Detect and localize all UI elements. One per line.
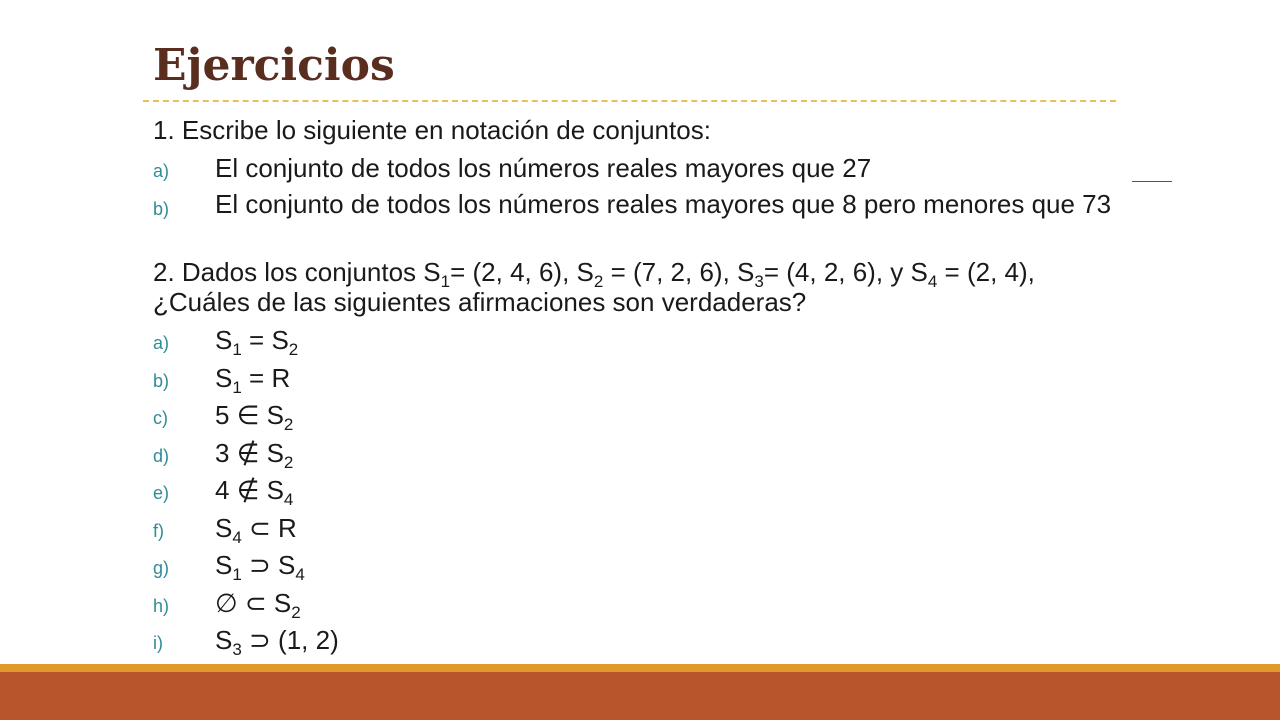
- item-expression: $S_1 = R$: [215, 362, 291, 397]
- question-1: 1. Escribe lo siguiente en notación de conjuntos:: [153, 115, 711, 145]
- item-expression: $S_4$ ⊂ R: [215, 512, 297, 547]
- item-text: El conjunto de todos los números reales mayores que 27: [215, 153, 872, 183]
- item-label: g): [153, 558, 170, 578]
- item-expression: 5 ∈ $S_2$: [215, 400, 294, 434]
- slide-title: Ejercicios: [153, 40, 395, 91]
- set-s2: $S_2 = (7$, 2, 6),: [576, 257, 738, 291]
- question-2-prompt: ¿Cuáles de las siguientes afirmaciones son verdaderas?: [153, 287, 807, 317]
- footer-accent-line: [0, 664, 1280, 672]
- item-label: e): [153, 483, 170, 503]
- item-expression: 3 ∉ $S_2$: [215, 437, 294, 472]
- set-s1: $S_1= (2$, 4, 6),: [423, 257, 577, 291]
- item-label: a): [153, 333, 170, 353]
- item-label: f): [153, 520, 164, 541]
- item-label: h): [153, 595, 170, 616]
- item-label: b): [153, 370, 170, 391]
- item-expression: $S_1 = S_2$: [215, 325, 299, 359]
- item-expression: 4 ∉ $S_4$: [215, 475, 294, 509]
- footer-bar: [0, 672, 1280, 720]
- item-text: El conjunto de todos los números reales mayores que 8 pero menores que 73: [215, 189, 1112, 219]
- item-expression: $S_3$ ⊃ (1, 2): [215, 625, 339, 659]
- title-divider: [143, 100, 1116, 102]
- item-label: b): [153, 199, 170, 219]
- item-expression: $S_1$ ⊃ $S_4$: [215, 550, 305, 584]
- question-2-intro: [153, 257, 1035, 291]
- item-expression: ∅ ⊂ $S_2$: [215, 587, 301, 622]
- item-label: a): [153, 161, 170, 181]
- side-mark: [1132, 181, 1172, 182]
- set-s4: $S_4 = (2$, 4),: [910, 257, 1035, 291]
- item-label: d): [153, 445, 170, 466]
- set-s3: $S_3= (4$, 2, 6), y: [737, 257, 911, 291]
- item-label: c): [153, 408, 168, 428]
- item-label: i): [153, 633, 163, 653]
- q2-intro-text: 2. Dados los conjuntos: [153, 257, 424, 287]
